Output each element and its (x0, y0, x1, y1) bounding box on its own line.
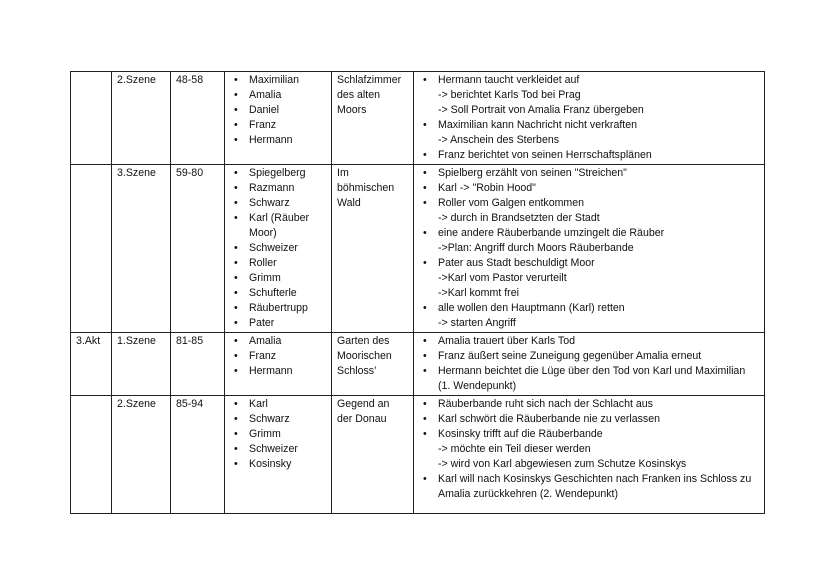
ort-line: Moorischen (337, 350, 392, 362)
szene-cell: 2.Szene (112, 396, 171, 514)
ort-line: Gegend an (337, 398, 390, 410)
inhalt-item (419, 301, 759, 331)
inhalt-item (419, 472, 759, 502)
figuren-list (230, 166, 326, 331)
figuren-cell (225, 165, 332, 333)
figuren-cell (225, 72, 332, 165)
inhalt-text: eine andere Räuberbande umzingelt die Räuber (438, 227, 665, 239)
inhalt-subline: -> berichtet Karls Tod bei Prag (438, 89, 581, 101)
figur-item: • Razmann (230, 181, 326, 196)
inhalt-subline: -> Anschein des Sterbens (438, 134, 560, 146)
inhalt-text: Pater aus Stadt beschuldigt Moor (438, 257, 595, 269)
inhalt-list (419, 397, 759, 502)
ort-line: Moors (337, 104, 367, 116)
figur-item: • Franz (230, 349, 326, 364)
inhalt-list (419, 73, 759, 163)
figur-item: • Karl (Räuber Moor) (230, 211, 326, 241)
ort-line: der Donau (337, 413, 387, 425)
ort-cell (332, 333, 414, 396)
inhalt-cell (414, 333, 765, 396)
ort-line: des alten (337, 89, 380, 101)
akt-cell (71, 396, 112, 514)
table-row (71, 333, 765, 396)
figur-item: • Spiegelberg (230, 166, 326, 181)
inhalt-subline: -> möchte ein Teil dieser werden (438, 443, 591, 455)
seiten-cell: 81-85 (171, 333, 225, 396)
inhalt-text: Maximilian kann Nachricht nicht verkraften (438, 119, 638, 131)
seiten-cell: 85-94 (171, 396, 225, 514)
inhalt-item (419, 166, 759, 181)
inhalt-item (419, 256, 759, 301)
inhalt-item (419, 427, 759, 472)
inhalt-text: Franz berichtet von seinen Herrschaftsplänen (438, 149, 652, 161)
figur-item: • Hermann (230, 364, 326, 379)
inhalt-item (419, 397, 759, 412)
szene-cell: 2.Szene (112, 72, 171, 165)
inhalt-list (419, 166, 759, 331)
figur-item: • Franz (230, 118, 326, 133)
figuren-cell (225, 396, 332, 514)
figur-item: • Pater (230, 316, 326, 331)
inhalt-item (419, 334, 759, 349)
inhalt-text: Hermann beichtet die Lüge über den Tod von Karl und Maximilian (1. Wendepunkt) (438, 365, 746, 392)
inhalt-subline: ->Karl vom Pastor verurteilt (438, 272, 567, 284)
seiten-cell: 59-80 (171, 165, 225, 333)
szene-cell: 1.Szene (112, 333, 171, 396)
inhalt-cell (414, 165, 765, 333)
inhalt-subline: -> wird von Karl abgewiesen zum Schutze Kosinskys (438, 458, 687, 470)
figur-item: • Maximilian (230, 73, 326, 88)
ort-cell (332, 165, 414, 333)
inhalt-item (419, 196, 759, 226)
table-row (71, 72, 765, 165)
inhalt-item (419, 118, 759, 148)
figur-item: • Kosinsky (230, 457, 326, 472)
figur-item: • Roller (230, 256, 326, 271)
inhalt-item (419, 349, 759, 364)
figuren-cell (225, 333, 332, 396)
figur-item: • Schweizer (230, 241, 326, 256)
ort-line: Schloss’ (337, 365, 377, 377)
figur-item: • Grimm (230, 271, 326, 286)
inhalt-text: Franz äußert seine Zuneigung gegenüber Amalia erneut (438, 350, 702, 362)
inhalt-item (419, 148, 759, 163)
inhalt-item (419, 364, 759, 394)
akt-cell (71, 72, 112, 165)
ort-cell (332, 72, 414, 165)
ort-cell (332, 396, 414, 514)
figur-item: • Schufterle (230, 286, 326, 301)
figur-item: • Schwarz (230, 196, 326, 211)
ort-line: böhmischen (337, 182, 395, 194)
scene-table (70, 71, 765, 514)
szene-cell: 3.Szene (112, 165, 171, 333)
inhalt-text: Roller vom Galgen entkommen (438, 197, 585, 209)
inhalt-subline: -> Soll Portrait von Amalia Franz übergeben (438, 104, 644, 116)
inhalt-subline: ->Plan: Angriff durch Moors Räuberbande (438, 242, 634, 254)
inhalt-item (419, 181, 759, 196)
figuren-list (230, 397, 326, 472)
akt-cell: 3.Akt (71, 333, 112, 396)
inhalt-text: alle wollen den Hauptmann (Karl) retten (438, 302, 625, 314)
figur-item: • Grimm (230, 427, 326, 442)
inhalt-item (419, 73, 759, 118)
inhalt-text: Karl -> "Robin Hood" (438, 182, 536, 194)
table-row (71, 165, 765, 333)
inhalt-subline: -> durch in Brandsetzten der Stadt (438, 212, 600, 224)
figuren-list (230, 334, 326, 379)
inhalt-list (419, 334, 759, 394)
figuren-list (230, 73, 326, 148)
inhalt-text: Karl schwört die Räuberbande nie zu verlassen (438, 413, 661, 425)
figur-item: • Karl (230, 397, 326, 412)
inhalt-subline: ->Karl kommt frei (438, 287, 519, 299)
akt-cell (71, 165, 112, 333)
inhalt-item (419, 226, 759, 256)
ort-line: Im (337, 167, 349, 179)
inhalt-item (419, 412, 759, 427)
figur-item: • Schwarz (230, 412, 326, 427)
inhalt-text: Spielberg erzählt von seinen "Streichen" (438, 167, 627, 179)
figur-item: • Hermann (230, 133, 326, 148)
ort-line: Wald (337, 197, 361, 209)
figur-item: • Amalia (230, 334, 326, 349)
inhalt-cell (414, 396, 765, 514)
inhalt-text: Karl will nach Kosinskys Geschichten nach Franken ins Schloss zu Amalia zurückkehren (2. Wendepunkt) (438, 473, 752, 500)
inhalt-cell (414, 72, 765, 165)
figur-item: • Räubertrupp (230, 301, 326, 316)
seiten-cell: 48-58 (171, 72, 225, 165)
figur-item: • Daniel (230, 103, 326, 118)
ort-line: Schlafzimmer (337, 74, 402, 86)
inhalt-text: Räuberbande ruht sich nach der Schlacht aus (438, 398, 653, 410)
table-row (71, 396, 765, 514)
table-body (71, 72, 765, 514)
figur-item: • Schweizer (230, 442, 326, 457)
figur-item: • Amalia (230, 88, 326, 103)
ort-line: Garten des (337, 335, 390, 347)
inhalt-text: Amalia trauert über Karls Tod (438, 335, 575, 347)
inhalt-subline: -> starten Angriff (438, 317, 516, 329)
inhalt-text: Hermann taucht verkleidet auf (438, 74, 580, 86)
inhalt-text: Kosinsky trifft auf die Räuberbande (438, 428, 603, 440)
